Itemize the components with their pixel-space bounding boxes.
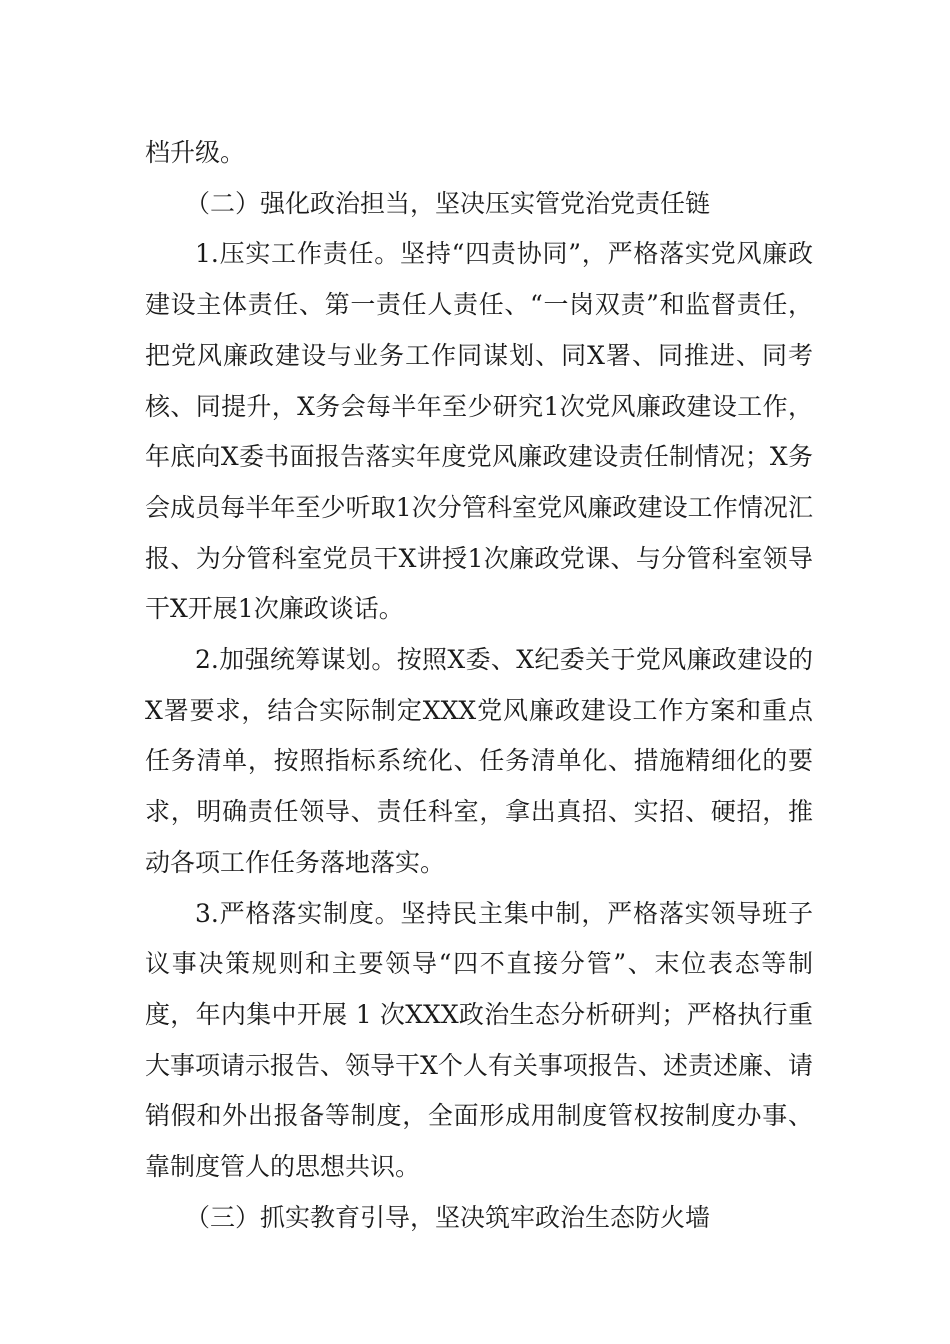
body-paragraph-2: 2.加强统筹谋划。按照X委、X纪委关于党风廉政建设的X署要求，结合实际制定XXX党风廉政建设工作方案和重点任务清单，按照指标系统化、任务清单化、措施精细化的要求，明确责任领导、责任科室，拿出真招、实招、硬招，推动各项工作任务落地落实。 bbox=[145, 645, 813, 877]
continuation-paragraph: 档升级。 bbox=[145, 138, 246, 167]
section-heading-3: （三）抓实教育引导，坚决筑牢政治生态防火墙 bbox=[185, 1202, 711, 1232]
section-heading-2: （二）强化政治担当，坚决压实管党治党责任链 bbox=[185, 188, 711, 218]
body-paragraph-1: 1.压实工作责任。坚持“四责协同”，严格落实党风廉政建设主体责任、第一责任人责任、“一岗双责”和监督责任，把党风廉政建设与业务工作同谋划、同X署、同推进、同考核、同提升，X务会每半年至少研究1次党风廉政建设工作，年底向X委书面报告落实年度党风廉政建设责任制情况；X务会成员每半年至少听取1次分管科室党风廉政建设工作情况汇报、为分管科室党员干X讲授1次廉政党课、与分管科室领导干X开展1次廉政谈话。 bbox=[145, 239, 813, 624]
body-paragraph-3: 3.严格落实制度。坚持民主集中制，严格落实领导班子议事决策规则和主要领导“四不直接分管”、末位表态等制度，年内集中开展 1 次XXX政治生态分析研判；严格执行重大事项请示报告、领导干X个人有关事项报告、述责述廉、请销假和外出报备等制度，全面形成用制度管权按制度办事、靠制度管人的思想共识。 bbox=[145, 898, 813, 1182]
document-body bbox=[145, 128, 813, 1243]
